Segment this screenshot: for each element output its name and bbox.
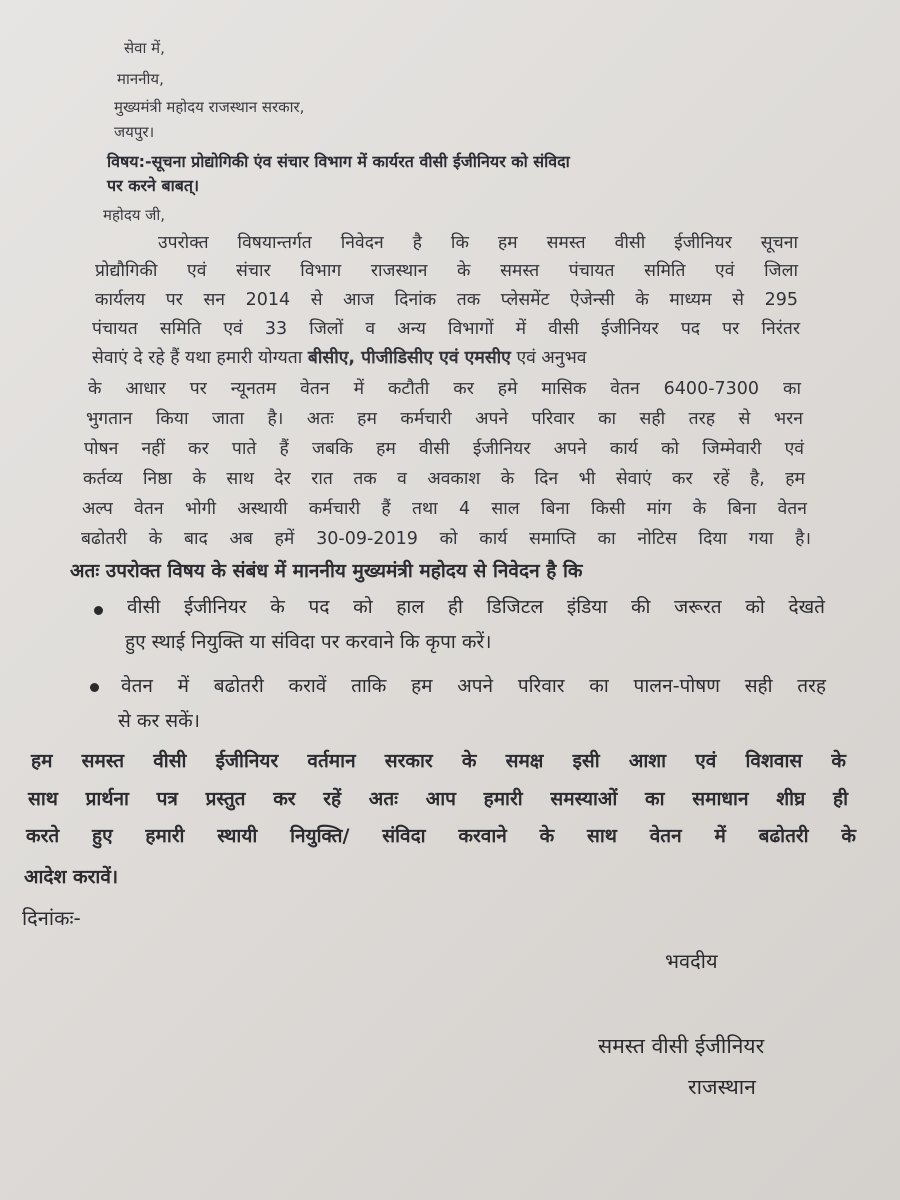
bullet-2-line-1: वेतन में बढोतरी करावें ताकि हम अपने परिवार का पालन-पोषण सही तरह [121, 675, 826, 697]
closing-line-2: साथ प्रार्थना पत्र प्रस्तुत कर रहें अतः आप हमारी समस्याओं का समाधान शीघ्र ही [28, 788, 848, 810]
body-line-11: बढोतरी के बाद अब हमें 30-09-2019 को कार्य समाप्ति का नोटिस दिया गया है। [81, 529, 811, 549]
bullet-icon [94, 606, 103, 615]
body-line-7: भुगतान किया जाता है। अतः हम कर्मचारी अपने परिवार का सही तरह से भरन [86, 409, 803, 429]
signature-line-1: समस्त वीसी ईजीनियर [598, 1034, 765, 1058]
bullet-icon [90, 683, 99, 692]
bullet-1-line-1: वीसी ईजीनियर के पद को हाल ही डिजिटल इंडिया की जरूरत को देखते [127, 596, 825, 618]
yours-faithfully: भवदीय [665, 949, 718, 973]
closing-line-3: करते हुए हमारी स्थायी नियुक्ति/ संविदा करवाने के साथ वेतन में बढोतरी के [26, 825, 856, 847]
request-intro: अतः उपरोक्त विषय के संबंध में माननीय मुख्यमंत्री महोदय से निवेदन है कि [70, 560, 583, 582]
body-line-6: के आधार पर न्यूनतम वेतन में कटौती कर हमे मासिक वेतन 6400-7300 का [88, 379, 801, 399]
address-line-1: सेवा में, [124, 39, 165, 57]
body-line-2: प्रोद्यौगिकी एवं संचार विभाग राजस्थान के समस्त पंचायत समिति एवं जिला [95, 261, 798, 281]
body-line-9: कर्तव्य निष्ठा के साथ देर रात तक व अवकाश के दिन भी सेवाएं कर रहें है, हम [83, 469, 805, 489]
date-label: दिनांकः- [22, 906, 81, 930]
address-line-2: माननीय, [117, 70, 164, 88]
address-line-3: मुख्यमंत्री महोदय राजस्थान सरकार, [114, 98, 305, 116]
qualifications: बीसीए, पीजीडिसीए एवं एमसीए [307, 348, 511, 368]
body-line-5: सेवाएं दे रहे हैं यथा हमारी योग्यता बीसीए, पीजीडिसीए एवं एमसीए एवं अनुभव [92, 348, 587, 368]
bullet-2-line-2: से कर सकें। [118, 710, 200, 732]
salutation: महोदय जी, [103, 206, 166, 224]
bullet-1-line-2: हुए स्थाई नियुक्ति या संविदा पर करवाने कि कृपा करें। [125, 631, 492, 653]
address-line-4: जयपुर। [114, 123, 155, 141]
body-line-4: पंचायत समिति एवं 33 जिलों व अन्य विभागों में वीसी ईजीनियर पद पर निरंतर [92, 319, 800, 339]
body-line-8: पोषन नहीं कर पाते हैं जबकि हम वीसी ईजीनियर अपने कार्य को जिम्मेवारी एवं [84, 439, 804, 459]
body-line-1: उपरोक्त विषयान्तर्गत निवेदन है कि हम समस्त वीसी ईजीनियर सूचना [158, 233, 798, 253]
closing-line-1: हम समस्त वीसी ईजीनियर वर्तमान सरकार के समक्ष इसी आशा एवं विशवास के [31, 750, 846, 772]
body-line-10: अल्प वेतन भोगी अस्थायी कर्मचारी हैं तथा 4 साल बिना किसी मांग के बिना वेतन [82, 499, 807, 519]
subject-line-1: विषय:-सूचना प्रोद्योगिकी एंव संचार विभाग में कार्यरत वीसी ईजीनियर को संविदा [107, 152, 570, 171]
body-line-3: कार्यलय पर सन 2014 से आज दिनांक तक प्लेसमेंट ऐजेन्सी के माध्यम से 295 [95, 290, 798, 310]
subject-line-2: पर करने बाबत्। [107, 176, 200, 195]
closing-line-4: आदेश करावें। [24, 866, 119, 888]
signature-line-2: राजस्थान [688, 1075, 756, 1099]
